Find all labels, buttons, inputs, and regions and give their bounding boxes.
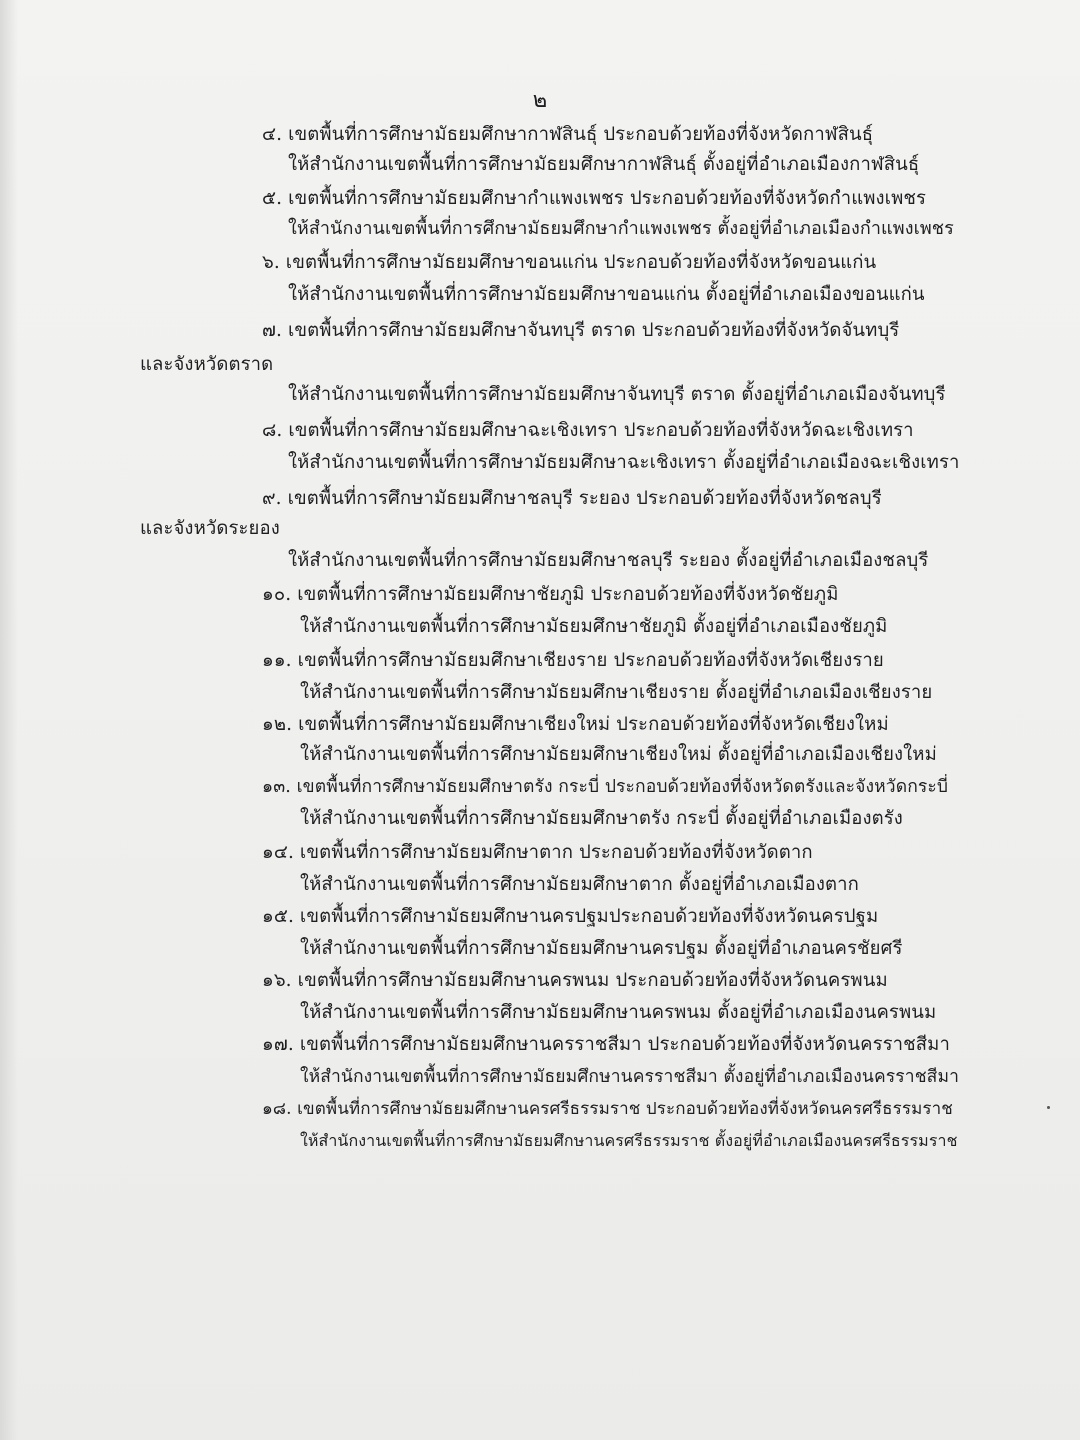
item-8-heading: ๘. เขตพื้นที่การศึกษามัธยมศึกษาฉะเชิงเทรา ประกอบด้วยท้องที่จังหวัดฉะเชิงเทรา [262, 420, 914, 441]
item-17-office: ให้สำนักงานเขตพื้นที่การศึกษามัธยมศึกษานครราชสีมา ตั้งอยู่ที่อำเภอเมืองนครราชสีมา [300, 1067, 960, 1087]
item-6-heading: ๖. เขตพื้นที่การศึกษามัธยมศึกษาขอนแก่น ประกอบด้วยท้องที่จังหวัดขอนแก่น [262, 252, 877, 273]
item-8-office: ให้สำนักงานเขตพื้นที่การศึกษามัธยมศึกษาฉะเชิงเทรา ตั้งอยู่ที่อำเภอเมืองฉะเชิงเทรา [288, 452, 960, 473]
item-5-office: ให้สำนักงานเขตพื้นที่การศึกษามัธยมศึกษากำแพงเพชร ตั้งอยู่ที่อำเภอเมืองกำแพงเพชร [288, 218, 954, 239]
item-9-office: ให้สำนักงานเขตพื้นที่การศึกษามัธยมศึกษาชลบุรี ระยอง ตั้งอยู่ที่อำเภอเมืองชลบุรี [288, 550, 929, 571]
item-13-heading: ๑๓. เขตพื้นที่การศึกษามัธยมศึกษาตรัง กระบี่ ประกอบด้วยท้องที่จังหวัดตรังและจังหวัดกระบี่ [262, 777, 949, 797]
page-number: ๒ [532, 88, 548, 113]
item-9-continuation: และจังหวัดระยอง [140, 518, 280, 539]
item-10-heading: ๑๐. เขตพื้นที่การศึกษามัธยมศึกษาชัยภูมิ ประกอบด้วยท้องที่จังหวัดชัยภูมิ [262, 584, 839, 605]
scan-speck [1047, 1106, 1050, 1109]
item-7-continuation: และจังหวัดตราด [140, 354, 274, 375]
item-14-office: ให้สำนักงานเขตพื้นที่การศึกษามัธยมศึกษาตาก ตั้งอยู่ที่อำเภอเมืองตาก [300, 874, 859, 895]
item-5-heading: ๕. เขตพื้นที่การศึกษามัธยมศึกษากำแพงเพชร ประกอบด้วยท้องที่จังหวัดกำแพงเพชร [262, 188, 927, 209]
item-18-office: ให้สำนักงานเขตพื้นที่การศึกษามัธยมศึกษานครศรีธรรมราช ตั้งอยู่ที่อำเภอเมืองนครศรีธรรมราช [300, 1131, 958, 1150]
item-14-heading: ๑๔. เขตพื้นที่การศึกษามัธยมศึกษาตาก ประกอบด้วยท้องที่จังหวัดตาก [262, 842, 813, 863]
item-11-office: ให้สำนักงานเขตพื้นที่การศึกษามัธยมศึกษาเชียงราย ตั้งอยู่ที่อำเภอเมืองเชียงราย [300, 682, 933, 703]
item-18-heading: ๑๘. เขตพื้นที่การศึกษามัธยมศึกษานครศรีธรรมราช ประกอบด้วยท้องที่จังหวัดนครศรีธรรมราช [262, 1099, 953, 1119]
item-13-office: ให้สำนักงานเขตพื้นที่การศึกษามัธยมศึกษาตรัง กระบี่ ตั้งอยู่ที่อำเภอเมืองตรัง [300, 808, 903, 829]
item-4-office: ให้สำนักงานเขตพื้นที่การศึกษามัธยมศึกษากาฬสินธุ์ ตั้งอยู่ที่อำเภอเมืองกาฬสินธุ์ [288, 154, 920, 175]
item-15-heading: ๑๕. เขตพื้นที่การศึกษามัธยมศึกษานครปฐมประกอบด้วยท้องที่จังหวัดนครปฐม [262, 906, 879, 927]
item-7-office: ให้สำนักงานเขตพื้นที่การศึกษามัธยมศึกษาจันทบุรี ตราด ตั้งอยู่ที่อำเภอเมืองจันทบุรี [288, 384, 946, 405]
item-15-office: ให้สำนักงานเขตพื้นที่การศึกษามัธยมศึกษานครปฐม ตั้งอยู่ที่อำเภอนครชัยศรี [300, 938, 903, 959]
item-12-office: ให้สำนักงานเขตพื้นที่การศึกษามัธยมศึกษาเชียงใหม่ ตั้งอยู่ที่อำเภอเมืองเชียงใหม่ [300, 744, 937, 765]
scan-edge-shadow [0, 0, 18, 1440]
item-11-heading: ๑๑. เขตพื้นที่การศึกษามัธยมศึกษาเชียงราย ประกอบด้วยท้องที่จังหวัดเชียงราย [262, 650, 884, 671]
item-16-office: ให้สำนักงานเขตพื้นที่การศึกษามัธยมศึกษานครพนม ตั้งอยู่ที่อำเภอเมืองนครพนม [300, 1002, 937, 1023]
item-6-office: ให้สำนักงานเขตพื้นที่การศึกษามัธยมศึกษาขอนแก่น ตั้งอยู่ที่อำเภอเมืองขอนแก่น [288, 284, 925, 305]
item-7-heading: ๗. เขตพื้นที่การศึกษามัธยมศึกษาจันทบุรี ตราด ประกอบด้วยท้องที่จังหวัดจันทบุรี [262, 320, 900, 341]
item-16-heading: ๑๖. เขตพื้นที่การศึกษามัธยมศึกษานครพนม ประกอบด้วยท้องที่จังหวัดนครพนม [262, 970, 888, 991]
item-12-heading: ๑๒. เขตพื้นที่การศึกษามัธยมศึกษาเชียงใหม่ ประกอบด้วยท้องที่จังหวัดเชียงใหม่ [262, 714, 889, 735]
item-17-heading: ๑๗. เขตพื้นที่การศึกษามัธยมศึกษานครราชสีมา ประกอบด้วยท้องที่จังหวัดนครราชสีมา [262, 1034, 950, 1055]
item-4-heading: ๔. เขตพื้นที่การศึกษามัธยมศึกษากาฬสินธุ์ ประกอบด้วยท้องที่จังหวัดกาฬสินธุ์ [262, 124, 874, 145]
item-10-office: ให้สำนักงานเขตพื้นที่การศึกษามัธยมศึกษาชัยภูมิ ตั้งอยู่ที่อำเภอเมืองชัยภูมิ [300, 616, 888, 637]
item-9-heading: ๙. เขตพื้นที่การศึกษามัธยมศึกษาชลบุรี ระยอง ประกอบด้วยท้องที่จังหวัดชลบุรี [262, 488, 882, 509]
